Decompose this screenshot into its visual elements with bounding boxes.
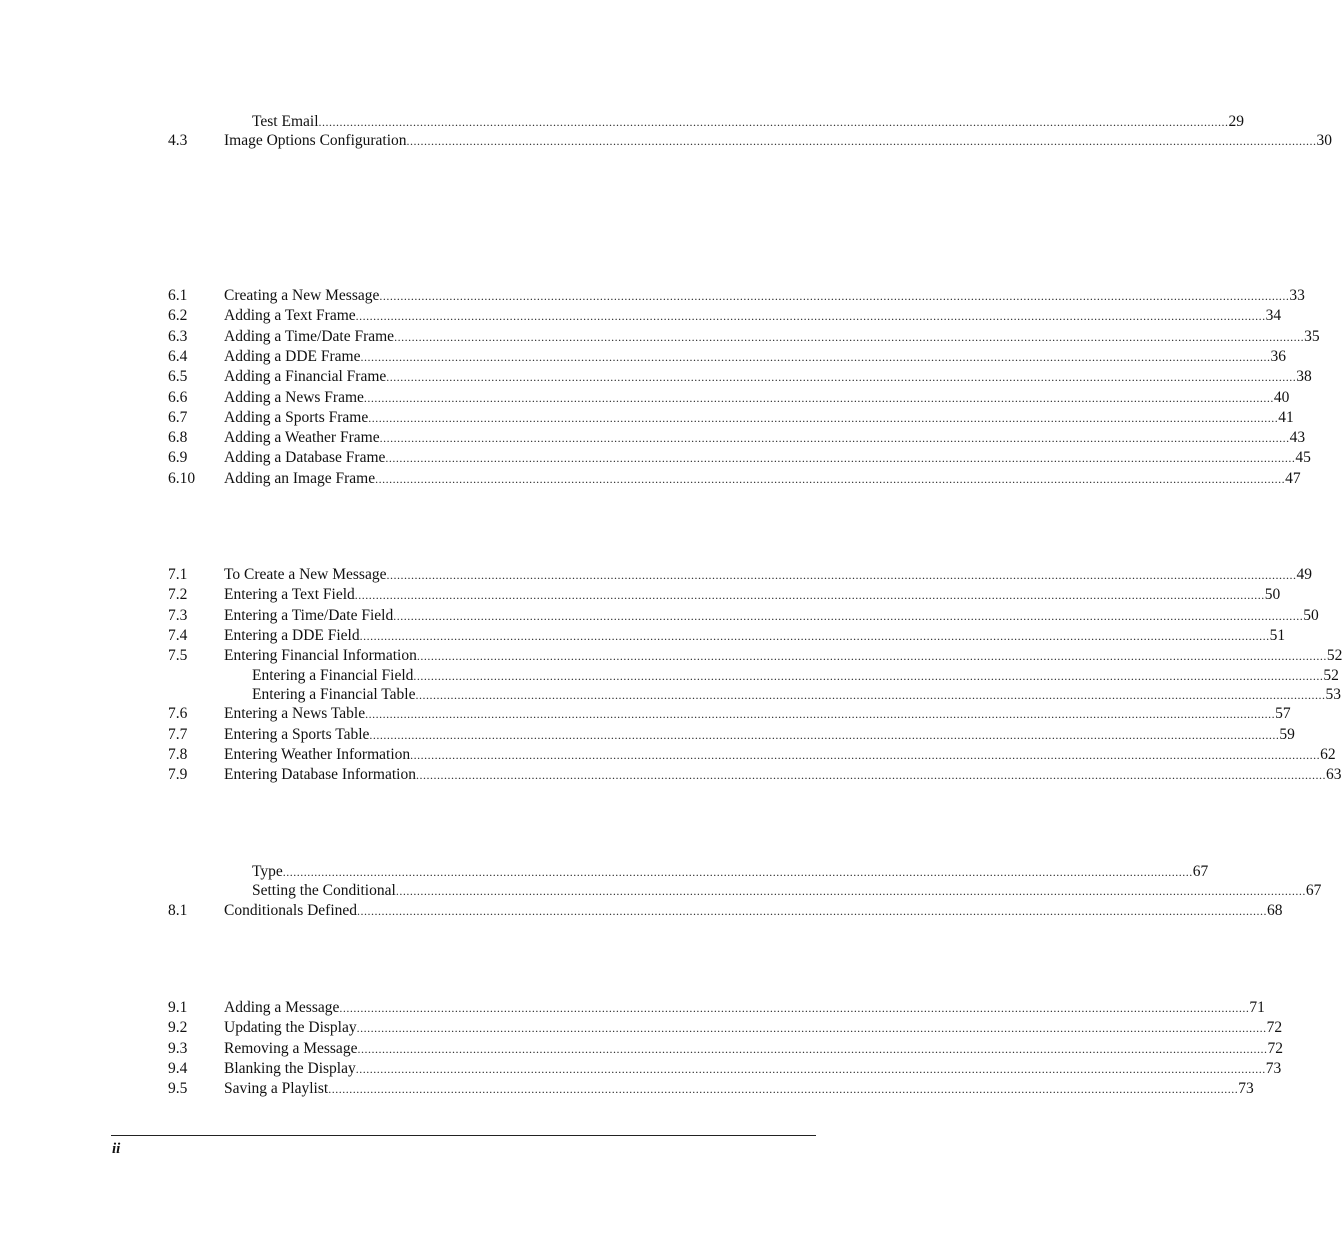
toc-dot-leader: ....................................................................................................................................................................................................................................................................	[369, 728, 1280, 742]
toc-dot-leader: ....................................................................................................................................................................................................................................................................	[386, 568, 1297, 582]
toc-entry-page: 35	[1304, 328, 1320, 345]
footer-divider	[111, 1135, 816, 1136]
toc-entry-number: 6.4	[168, 348, 188, 365]
toc-dot-leader: ....................................................................................................................................................................................................................................................................	[406, 134, 1317, 148]
toc-entry-number: 9.2	[168, 1019, 188, 1036]
toc-entry-page: 72	[1267, 1040, 1283, 1057]
toc-entry-line	[224, 765, 1342, 785]
toc-entry-number: 9.1	[168, 999, 188, 1016]
toc-dot-leader: ....................................................................................................................................................................................................................................................................	[410, 748, 1321, 762]
toc-entry[interactable]	[0, 685, 1341, 705]
toc-entry-line	[224, 1059, 1282, 1079]
toc-entry-title: Blanking the Display	[224, 1060, 356, 1077]
toc-entry-page: 43	[1289, 429, 1306, 446]
toc-entry-page: 73	[1265, 1060, 1282, 1077]
toc-entry-number: 6.1	[168, 287, 188, 304]
toc-entry-line	[224, 1018, 1283, 1038]
toc-entry-line	[252, 685, 1341, 705]
toc-entry[interactable]	[0, 704, 1291, 724]
toc-entry[interactable]	[0, 626, 1286, 646]
toc-entry-title: Saving a Playlist	[224, 1080, 329, 1097]
toc-entry-title: Adding a DDE Frame	[224, 348, 361, 365]
toc-entry-number: 6.9	[168, 449, 188, 466]
toc-entry-page: 72	[1266, 1019, 1283, 1036]
toc-entry-page: 59	[1279, 726, 1295, 743]
toc-entry-title: Image Options Configuration	[224, 132, 407, 149]
toc-entry[interactable]	[0, 881, 1322, 901]
toc-entry-line	[224, 428, 1306, 448]
toc-entry-title: Adding a Text Frame	[224, 307, 356, 324]
toc-entry-title: Setting the Conditional	[252, 882, 396, 899]
toc-entry-page: 57	[1275, 705, 1291, 722]
toc-entry-page: 33	[1289, 287, 1305, 304]
toc-entry-line	[224, 469, 1301, 489]
toc-entry[interactable]	[0, 585, 1281, 605]
toc-dot-leader: ....................................................................................................................................................................................................................................................................	[357, 1042, 1268, 1056]
toc-entry-line	[224, 646, 1342, 666]
toc-dot-leader: ....................................................................................................................................................................................................................................................................	[363, 391, 1274, 405]
toc-entry[interactable]	[0, 408, 1294, 428]
toc-entry-title: Entering a Financial Table	[252, 686, 416, 703]
toc-entry[interactable]	[0, 745, 1336, 765]
toc-dot-leader: ....................................................................................................................................................................................................................................................................	[385, 451, 1296, 465]
toc-entry-title: Entering a Sports Table	[224, 726, 370, 743]
toc-dot-leader: ....................................................................................................................................................................................................................................................................	[355, 309, 1266, 323]
toc-entry-page: 50	[1264, 586, 1281, 603]
toc-dot-leader: ....................................................................................................................................................................................................................................................................	[354, 588, 1265, 602]
toc-entry-number: 7.6	[168, 705, 188, 722]
toc-entry[interactable]	[0, 1039, 1283, 1059]
toc-entry-page: 40	[1273, 389, 1290, 406]
toc-entry-number: 7.2	[168, 586, 188, 603]
toc-entry-title: Removing a Message	[224, 1040, 358, 1057]
toc-entry-title: Entering Weather Information	[224, 746, 411, 763]
toc-entry-number: 6.6	[168, 389, 188, 406]
toc-dot-leader: ....................................................................................................................................................................................................................................................................	[416, 649, 1327, 663]
toc-dot-leader: ....................................................................................................................................................................................................................................................................	[339, 1001, 1250, 1015]
toc-dot-leader: ....................................................................................................................................................................................................................................................................	[379, 289, 1290, 303]
toc-entry-page: 51	[1269, 627, 1286, 644]
toc-dot-leader: ....................................................................................................................................................................................................................................................................	[282, 865, 1193, 879]
toc-entry[interactable]	[0, 646, 1342, 666]
toc-entry-title: Adding a Weather Frame	[224, 429, 380, 446]
toc-entry-page: 47	[1285, 470, 1301, 487]
toc-entry-number: 7.4	[168, 627, 188, 644]
toc-entry-title: Adding a Time/Date Frame	[224, 328, 395, 345]
toc-entry-line	[224, 131, 1333, 151]
toc-entry-page: 63	[1325, 766, 1342, 783]
toc-dot-leader: ....................................................................................................................................................................................................................................................................	[415, 768, 1326, 782]
toc-entry-number: 6.5	[168, 368, 188, 385]
toc-entry-title: Adding a Financial Frame	[224, 368, 387, 385]
toc-dot-leader: ....................................................................................................................................................................................................................................................................	[375, 472, 1286, 486]
toc-entry-page: 53	[1325, 686, 1341, 703]
toc-dot-leader: ....................................................................................................................................................................................................................................................................	[357, 904, 1268, 918]
toc-entry-line	[224, 704, 1291, 724]
toc-entry[interactable]	[0, 306, 1282, 326]
toc-dot-leader: ....................................................................................................................................................................................................................................................................	[415, 688, 1326, 702]
toc-dot-leader: ....................................................................................................................................................................................................................................................................	[394, 330, 1305, 344]
toc-entry-line	[224, 367, 1312, 387]
toc-entry[interactable]	[0, 606, 1319, 626]
toc-entry-line	[224, 901, 1283, 921]
toc-entry[interactable]	[0, 286, 1305, 306]
toc-entry[interactable]	[0, 448, 1311, 468]
toc-entry-line	[224, 388, 1290, 408]
toc-entry[interactable]	[0, 1079, 1254, 1099]
toc-entry-title: Adding an Image Frame	[224, 470, 376, 487]
toc-entry[interactable]	[0, 367, 1312, 387]
toc-entry[interactable]	[0, 765, 1342, 785]
toc-entry-number: 7.1	[168, 566, 188, 583]
toc-entry-title: To Create a New Message	[224, 566, 387, 583]
toc-entry-line	[224, 1039, 1283, 1059]
toc-entry-line	[224, 725, 1295, 745]
toc-entry-line	[224, 998, 1265, 1018]
toc-entry-page: 41	[1278, 409, 1294, 426]
toc-entry-number: 9.4	[168, 1060, 188, 1077]
toc-entry-page: 36	[1270, 348, 1286, 365]
toc-entry-number: 7.7	[168, 726, 188, 743]
toc-entry-page: 67	[1192, 863, 1209, 880]
toc-entry-line	[252, 666, 1339, 686]
toc-entry-title: Updating the Display	[224, 1019, 357, 1036]
toc-dot-leader: ....................................................................................................................................................................................................................................................................	[379, 431, 1290, 445]
toc-entry-page: 50	[1303, 607, 1319, 624]
toc-entry-number: 6.7	[168, 409, 188, 426]
toc-entry-title: Entering a DDE Field	[224, 627, 360, 644]
toc-dot-leader: ....................................................................................................................................................................................................................................................................	[318, 115, 1229, 129]
toc-entry-number: 6.2	[168, 307, 188, 324]
toc-entry-page: 52	[1326, 647, 1342, 664]
toc-entry-number: 9.5	[168, 1080, 188, 1097]
toc-entry-page: 71	[1249, 999, 1265, 1016]
toc-entry-page: 68	[1267, 902, 1283, 919]
toc-entry-title: Creating a New Message	[224, 287, 380, 304]
footer-page-number: ii	[112, 1141, 121, 1157]
toc-entry-line	[252, 881, 1322, 901]
toc-entry-page: 34	[1265, 307, 1282, 324]
toc-dot-leader: ....................................................................................................................................................................................................................................................................	[368, 411, 1279, 425]
toc-entry[interactable]	[0, 112, 1244, 132]
toc-entry-line	[224, 448, 1311, 468]
toc-entry-page: 73	[1238, 1080, 1254, 1097]
toc-entry-title: Entering a Text Field	[224, 586, 355, 603]
toc-entry[interactable]	[0, 565, 1312, 585]
toc-entry-line	[224, 745, 1336, 765]
toc-entry[interactable]	[0, 725, 1295, 745]
toc-entry-title: Adding a Message	[224, 999, 340, 1016]
toc-entry[interactable]	[0, 428, 1306, 448]
toc-entry-line	[224, 606, 1319, 626]
toc-entry-number: 7.9	[168, 766, 188, 783]
toc-entry-title: Adding a Sports Frame	[224, 409, 369, 426]
toc-entry-page: 67	[1305, 882, 1322, 899]
toc-entry-number: 8.1	[168, 902, 188, 919]
toc-entry[interactable]	[0, 901, 1283, 921]
toc-dot-leader: ....................................................................................................................................................................................................................................................................	[328, 1082, 1239, 1096]
toc-entry-page: 45	[1295, 449, 1311, 466]
toc-entry-title: Entering a Financial Field	[252, 667, 414, 684]
toc-entry-line	[252, 862, 1209, 882]
toc-entry-line	[224, 347, 1286, 367]
toc-entry-line	[224, 408, 1294, 428]
toc-entry-line	[224, 286, 1305, 306]
toc-entry-number: 7.8	[168, 746, 188, 763]
toc-entry[interactable]	[0, 666, 1339, 686]
toc-entry-number: 6.8	[168, 429, 188, 446]
toc-entry-title: Entering Financial Information	[224, 647, 417, 664]
toc-entry[interactable]	[0, 1059, 1282, 1079]
toc-entry-line	[224, 626, 1286, 646]
toc-entry-line	[224, 1079, 1254, 1099]
toc-entry-page: 62	[1320, 746, 1336, 763]
toc-entry-page: 29	[1228, 113, 1244, 130]
toc-dot-leader: ....................................................................................................................................................................................................................................................................	[360, 350, 1271, 364]
toc-entry-number: 6.3	[168, 328, 188, 345]
toc-dot-leader: ....................................................................................................................................................................................................................................................................	[386, 370, 1297, 384]
toc-entry-number: 7.3	[168, 607, 188, 624]
toc-entry-title: Conditionals Defined	[224, 902, 358, 919]
toc-entry-title: Entering Database Information	[224, 766, 416, 783]
toc-dot-leader: ....................................................................................................................................................................................................................................................................	[395, 884, 1306, 898]
toc-entry-number: 9.3	[168, 1040, 188, 1057]
toc-entry-line	[224, 306, 1282, 326]
toc-entry[interactable]	[0, 131, 1333, 151]
toc-entry[interactable]	[0, 1018, 1283, 1038]
toc-entry[interactable]	[0, 327, 1320, 347]
toc-dot-leader: ....................................................................................................................................................................................................................................................................	[365, 707, 1276, 721]
toc-entry-line	[224, 565, 1312, 585]
toc-entry-page: 38	[1296, 368, 1312, 385]
toc-dot-leader: ....................................................................................................................................................................................................................................................................	[356, 1021, 1267, 1035]
toc-entry-title: Adding a Database Frame	[224, 449, 386, 466]
toc-entry[interactable]	[0, 469, 1301, 489]
toc-entry[interactable]	[0, 388, 1290, 408]
toc-entry[interactable]	[0, 862, 1209, 882]
toc-entry-title: Adding a News Frame	[224, 389, 364, 406]
toc-entry[interactable]	[0, 347, 1286, 367]
toc-entry-page: 52	[1323, 667, 1339, 684]
toc-entry-number: 7.5	[168, 647, 188, 664]
toc-entry[interactable]	[0, 998, 1265, 1018]
toc-entry-number: 4.3	[168, 132, 188, 149]
toc-entry-title: Test Email	[252, 113, 319, 130]
toc-dot-leader: ....................................................................................................................................................................................................................................................................	[413, 669, 1324, 683]
toc-entry-line	[224, 327, 1320, 347]
toc-entry-page: 30	[1316, 132, 1333, 149]
toc-entry-line	[252, 112, 1244, 132]
toc-entry-number: 6.10	[168, 470, 196, 487]
toc-dot-leader: ....................................................................................................................................................................................................................................................................	[359, 629, 1270, 643]
toc-entry-page: 49	[1296, 566, 1312, 583]
toc-dot-leader: ....................................................................................................................................................................................................................................................................	[393, 609, 1304, 623]
toc-entry-title: Type	[252, 863, 283, 880]
toc-entry-title: Entering a News Table	[224, 705, 366, 722]
toc-entry-line	[224, 585, 1281, 605]
toc-dot-leader: ....................................................................................................................................................................................................................................................................	[355, 1062, 1266, 1076]
toc-entry-title: Entering a Time/Date Field	[224, 607, 394, 624]
